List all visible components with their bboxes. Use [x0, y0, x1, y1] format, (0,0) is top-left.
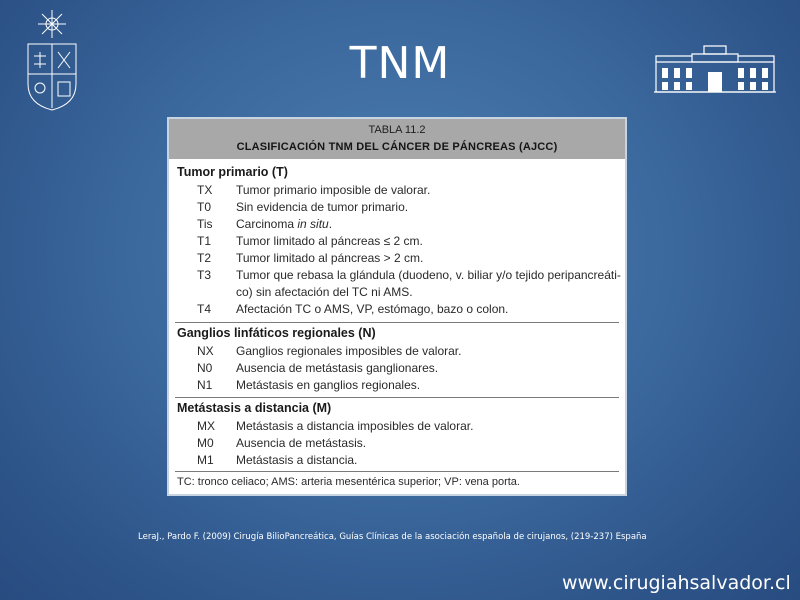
table-header	[169, 119, 625, 159]
row-desc-text: Carcinoma	[236, 217, 295, 231]
section-heading-n: Ganglios linfáticos regionales (N)	[177, 326, 376, 340]
row-desc-end: .	[328, 217, 333, 231]
row-desc: Metástasis a distancia imposibles de valorar.	[236, 419, 474, 433]
row-desc: Tumor limitado al páncreas ≤ 2 cm.	[236, 234, 423, 248]
row-desc-italic: in situ	[297, 217, 329, 231]
row-desc: Ausencia de metástasis ganglionares.	[236, 361, 439, 375]
row-desc-tis	[236, 217, 332, 231]
slide-title: TNM	[349, 38, 451, 89]
table-title: CLASIFICACIÓN TNM DEL CÁNCER DE PÁNCREAS (AJCC)	[236, 141, 558, 153]
row-code: M0	[197, 436, 214, 450]
section-divider	[175, 397, 619, 398]
row-code: T0	[197, 200, 212, 214]
row-desc: Ausencia de metástasis.	[236, 436, 367, 450]
footnote-divider	[175, 471, 619, 472]
section-heading-m: Metástasis a distancia (M)	[177, 401, 332, 415]
row-desc-continued: co) sin afectación del TC ni AMS.	[236, 285, 413, 299]
row-code: M1	[197, 453, 214, 467]
table-number: TABLA 11.2	[368, 124, 426, 136]
row-code: T3	[197, 268, 212, 282]
row-code: N0	[197, 361, 213, 375]
row-desc: Tumor primario imposible de valorar.	[236, 183, 431, 197]
website-url: www.cirugiahsalvador.cl	[562, 572, 791, 594]
row-code: N1	[197, 378, 213, 392]
row-desc: Afectación TC o AMS, VP, estómago, bazo o colon.	[236, 302, 509, 316]
table-footnote: TC: tronco celiaco; AMS: arteria mesentérica superior; VP: vena porta.	[177, 476, 520, 488]
section-heading-t: Tumor primario (T)	[177, 165, 288, 179]
row-code: Tis	[197, 217, 213, 231]
section-divider	[175, 322, 619, 323]
row-desc: Sin evidencia de tumor primario.	[236, 200, 409, 214]
row-code: T1	[197, 234, 212, 248]
row-code: NX	[197, 344, 214, 358]
row-desc: Tumor limitado al páncreas > 2 cm.	[236, 251, 424, 265]
row-code: T4	[197, 302, 212, 316]
row-code: T2	[197, 251, 212, 265]
citation-text: LeraJ., Pardo F. (2009) Cirugía BilioPancreática, Guías Clínicas de la asociación española de cirujanos, (219-237) España	[138, 532, 647, 542]
row-code: TX	[197, 183, 213, 197]
row-desc: Ganglios regionales imposibles de valorar.	[236, 344, 462, 358]
tnm-table-image	[167, 117, 627, 496]
row-code: MX	[197, 419, 215, 433]
row-desc: Metástasis a distancia.	[236, 453, 358, 467]
row-desc: Tumor que rebasa la glándula (duodeno, v. biliar y/o tejido peripancreáti-	[236, 268, 621, 282]
row-desc: Metástasis en ganglios regionales.	[236, 378, 421, 392]
